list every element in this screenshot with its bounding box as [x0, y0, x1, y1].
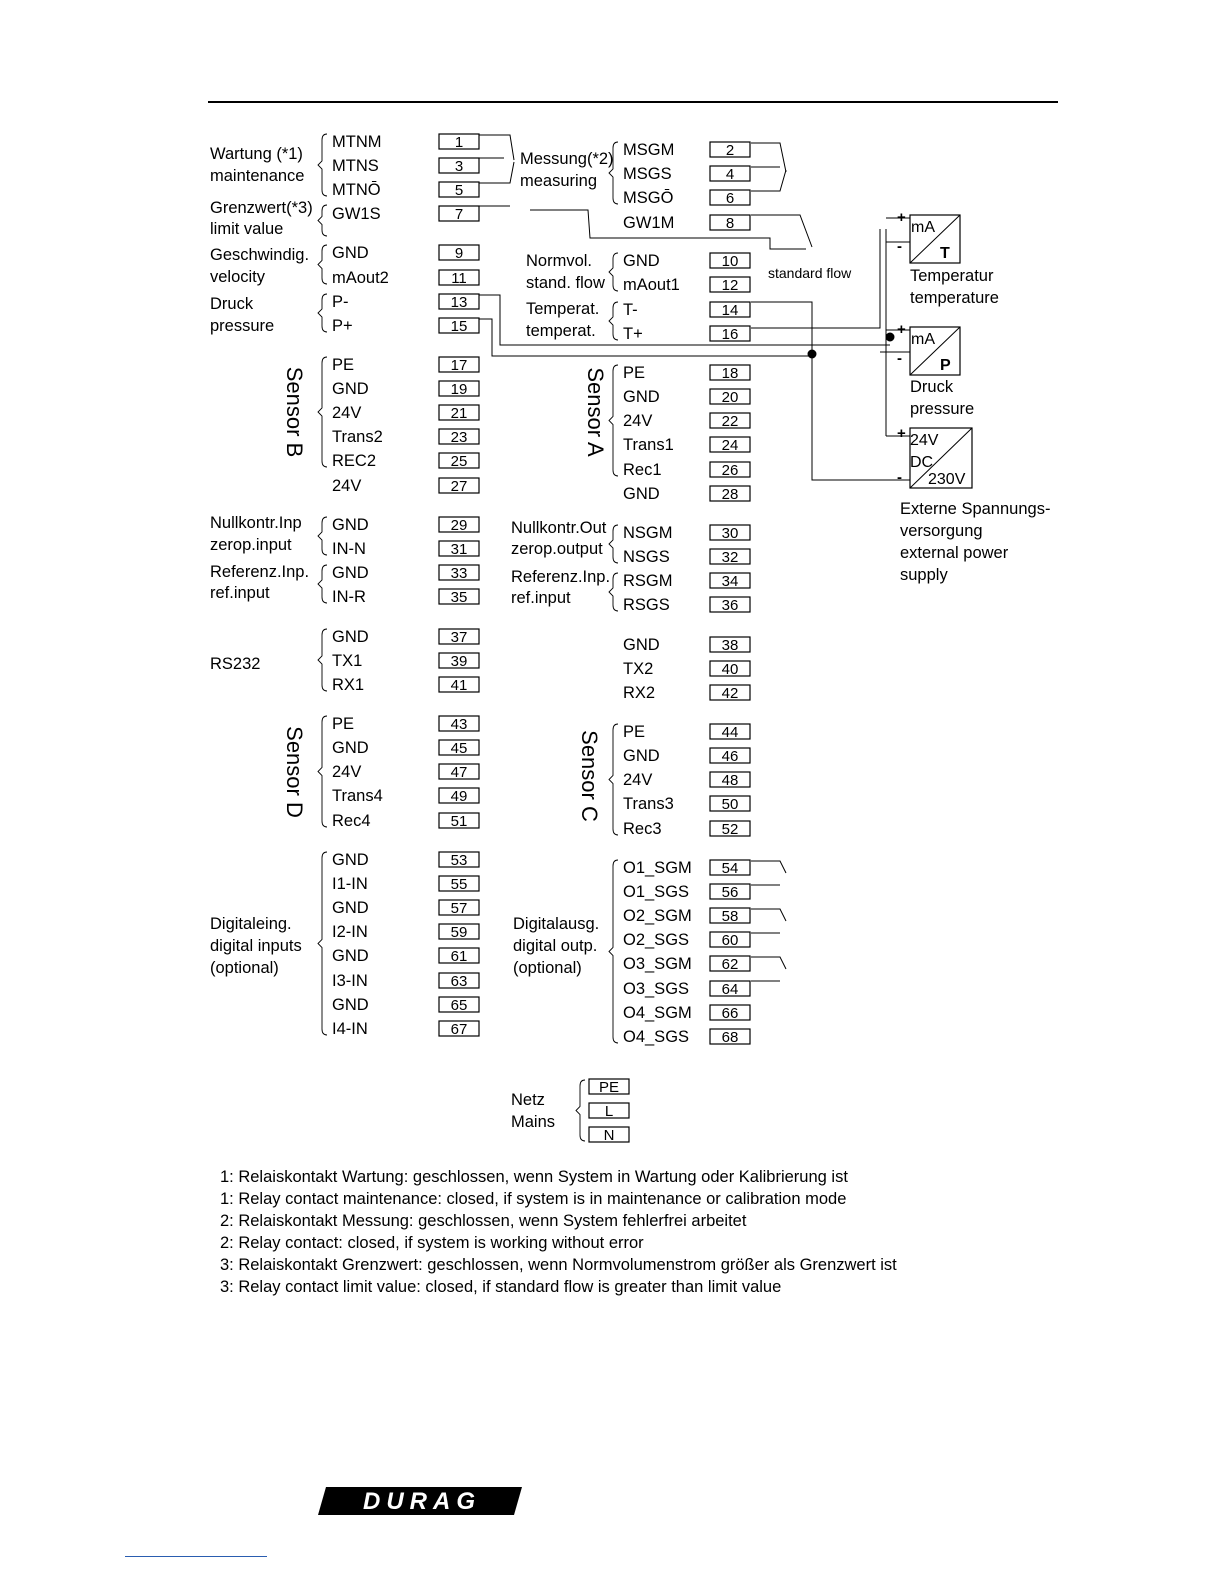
label-temperat-1: Temperat.	[526, 300, 600, 318]
footnote-3-en: 3: Relay contact limit value: closed, if standard flow is greater than limit value	[220, 1278, 782, 1296]
right-signal-60: O2_SGS	[623, 931, 690, 949]
right-terminal-num-60: 60	[721, 932, 739, 949]
left-signal-15: P+	[332, 317, 353, 335]
left-terminal-num-57: 57	[450, 900, 468, 917]
label-refinp-left-2: ref.input	[210, 584, 270, 602]
right-signal-48: 24V	[623, 771, 653, 789]
right-terminal-num-42: 42	[721, 685, 739, 702]
left-terminal-num-21: 21	[450, 405, 468, 422]
left-terminal-num-35: 35	[450, 589, 468, 606]
mains-terminal-L: L	[604, 1103, 614, 1120]
device-power-name-2: versorgung	[900, 522, 983, 540]
left-terminal-num-33: 33	[450, 565, 468, 582]
brace-wartung	[318, 134, 327, 196]
left-terminal-num-47: 47	[450, 764, 468, 781]
right-terminal-num-66: 66	[721, 1005, 739, 1022]
label-nullout-1: Nullkontr.Out	[511, 519, 607, 537]
brace-nullout	[609, 525, 618, 563]
brace-sensor-c	[609, 724, 618, 835]
power-in-2: DC	[910, 454, 934, 471]
junction-1	[808, 350, 816, 358]
right-terminal-num-30: 30	[721, 525, 739, 542]
left-terminal-num-17: 17	[450, 357, 468, 374]
label-temperat-2: temperat.	[526, 322, 596, 340]
left-terminal-num-7: 7	[454, 206, 464, 223]
label-refinp-right-1: Referenz.Inp.	[511, 568, 611, 586]
logo-text: DURAG	[363, 1488, 481, 1515]
left-signal-25: REC2	[332, 452, 377, 470]
right-signal-24: Trans1	[623, 436, 674, 454]
wire-8	[751, 215, 812, 247]
right-signal-56: O1_SGS	[623, 883, 690, 901]
right-signal-36: RSGS	[623, 596, 670, 614]
right-signal-52: Rec3	[623, 820, 662, 838]
right-signal-16: T+	[623, 325, 643, 343]
label-normvol-2: stand. flow	[526, 274, 605, 292]
right-signal-2: MSGM	[623, 141, 675, 159]
right-terminal-num-32: 32	[721, 549, 739, 566]
left-signal-57: GND	[332, 899, 369, 917]
left-terminal-num-23: 23	[450, 429, 468, 446]
label-sensor-a: Sensor A	[583, 367, 608, 457]
label-grenzwert-1: Grenzwert(*3)	[210, 199, 313, 217]
wire-relay-6	[751, 170, 786, 191]
left-signal-67: I4-IN	[332, 1020, 368, 1038]
label-druck-1: Druck	[210, 295, 254, 313]
left-signal-65: GND	[332, 996, 369, 1014]
left-signal-13: P-	[332, 293, 349, 311]
minus-sign-0: -	[897, 238, 902, 255]
left-signal-59: I2-IN	[332, 923, 368, 941]
left-signal-47: 24V	[332, 763, 362, 781]
right-signal-68: O4_SGS	[623, 1028, 690, 1046]
right-signal-26: Rec1	[623, 461, 662, 479]
left-signal-55: I1-IN	[332, 875, 368, 893]
footnote-1-de: 1: Relaiskontakt Wartung: geschlossen, wenn System in Wartung oder Kalibrierung ist	[220, 1168, 848, 1186]
device-power-name-4: supply	[900, 566, 948, 584]
left-terminal-num-9: 9	[454, 245, 464, 262]
label-digin-1: Digitaleing.	[210, 915, 292, 933]
left-terminal-num-59: 59	[450, 924, 468, 941]
label-wartung-1: Wartung (*1)	[210, 145, 303, 163]
label-standard-flow: standard flow	[768, 265, 852, 281]
plus-sign-1: +	[897, 321, 906, 338]
right-signal-14: T-	[623, 301, 638, 319]
right-terminal-num-18: 18	[721, 365, 739, 382]
left-signal-19: GND	[332, 380, 369, 398]
right-terminal-num-54: 54	[721, 860, 739, 877]
left-signal-63: I3-IN	[332, 972, 368, 990]
brace-grenzwert	[318, 205, 327, 236]
right-terminal-num-56: 56	[721, 884, 739, 901]
footnote-3-de: 3: Relaiskontakt Grenzwert: geschlossen, wenn Normvolumenstrom größer als Grenzwert ist	[220, 1256, 897, 1274]
right-signal-66: O4_SGM	[623, 1004, 692, 1022]
label-digout-1: Digitalausg.	[513, 915, 600, 933]
right-terminal-num-14: 14	[721, 302, 739, 319]
svg-text:mA: mA	[911, 331, 935, 348]
left-signal-43: PE	[332, 715, 355, 733]
right-signal-64: O3_SGS	[623, 980, 690, 998]
left-signal-21: 24V	[332, 404, 362, 422]
right-terminal-num-26: 26	[721, 462, 739, 479]
device-temp-name-1: Temperatur	[910, 267, 994, 285]
left-signal-35: IN-R	[332, 588, 366, 606]
right-signal-44: PE	[623, 723, 646, 741]
label-nullout-2: zerop.output	[511, 540, 603, 558]
power-in-1: 24V	[910, 432, 939, 449]
wire-relay-1	[479, 135, 514, 160]
left-terminal-num-67: 67	[450, 1021, 468, 1038]
left-signal-27: 24V	[332, 477, 362, 495]
right-terminal-num-64: 64	[721, 981, 739, 998]
left-terminal-num-45: 45	[450, 740, 468, 757]
left-signal-17: PE	[332, 356, 355, 374]
label-nullinp-2: zerop.input	[210, 536, 292, 554]
label-digout-2: digital outp.	[513, 937, 598, 955]
label-nullinp-1: Nullkontr.Inp	[210, 514, 302, 532]
brace-rs232	[318, 629, 327, 691]
right-terminal-num-68: 68	[721, 1029, 739, 1046]
right-terminal-num-4: 4	[725, 166, 735, 183]
left-signal-29: GND	[332, 516, 369, 534]
right-signal-22: 24V	[623, 412, 653, 430]
right-terminal-num-62: 62	[721, 956, 739, 973]
left-terminal-num-11: 11	[451, 270, 467, 287]
right-terminal-num-28: 28	[721, 486, 739, 503]
device-temperature	[910, 215, 960, 263]
wire-dout-a-2	[751, 957, 786, 969]
right-signal-10: GND	[623, 252, 660, 270]
left-signal-31: IN-N	[332, 540, 366, 558]
left-signal-1: MTNM	[332, 133, 382, 151]
device-power-name-3: external power	[900, 544, 1009, 562]
brace-geschw	[318, 245, 327, 284]
plus-sign-2: +	[897, 425, 906, 442]
left-terminal-num-65: 65	[450, 997, 468, 1014]
right-terminal-num-34: 34	[721, 573, 739, 590]
footnote-2-de: 2: Relaiskontakt Messung: geschlossen, wenn System fehlerfrei arbeitet	[220, 1212, 747, 1230]
brace-sensor-a	[609, 365, 618, 476]
right-signal-34: RSGM	[623, 572, 673, 590]
right-terminal-num-40: 40	[721, 661, 739, 678]
device-power-name-1: Externe Spannungs-	[900, 500, 1051, 518]
left-terminal-num-55: 55	[450, 876, 468, 893]
right-signal-6: MSGŌ	[623, 189, 674, 207]
brace-digout	[609, 860, 618, 1043]
device-pressure-name-2: pressure	[910, 400, 975, 418]
device-power-supply	[910, 428, 972, 488]
label-netz-1: Netz	[511, 1091, 545, 1109]
left-terminal-num-31: 31	[450, 541, 468, 558]
left-signal-61: GND	[332, 947, 369, 965]
left-terminal-num-19: 19	[450, 381, 468, 398]
right-signal-40: TX2	[623, 660, 654, 678]
right-signal-20: GND	[623, 388, 660, 406]
label-geschw-2: velocity	[210, 268, 266, 286]
left-signal-5: MTNŌ	[332, 181, 381, 199]
brace-temperat	[609, 302, 618, 340]
left-terminal-num-41: 41	[450, 677, 468, 694]
right-signal-54: O1_SGM	[623, 859, 692, 877]
left-terminal-num-63: 63	[450, 973, 468, 990]
left-terminal-num-51: 51	[450, 813, 468, 830]
left-signal-39: TX1	[332, 652, 363, 670]
left-terminal-num-5: 5	[454, 182, 464, 199]
mains-terminal-PE: PE	[598, 1079, 620, 1096]
right-signal-62: O3_SGM	[623, 955, 692, 973]
right-signal-8: GW1M	[623, 214, 675, 232]
label-druck-2: pressure	[210, 317, 275, 335]
right-signal-30: NSGM	[623, 524, 673, 542]
left-signal-49: Trans4	[332, 787, 383, 805]
svg-text:T: T	[940, 245, 950, 262]
left-terminal-num-3: 3	[454, 158, 464, 175]
left-terminal-num-15: 15	[450, 318, 468, 335]
plus-sign-0: +	[897, 209, 906, 226]
device-temp-name-2: temperature	[910, 289, 999, 307]
mains-terminal-N: N	[603, 1127, 615, 1144]
right-terminal-num-36: 36	[721, 597, 739, 614]
footnote-2-en: 2: Relay contact: closed, if system is working without error	[220, 1234, 644, 1252]
left-signal-41: RX1	[332, 676, 365, 694]
brace-netz	[576, 1080, 585, 1141]
device-pressure	[910, 327, 960, 375]
left-signal-9: GND	[332, 244, 369, 262]
footnote-1-en: 1: Relay contact maintenance: closed, if system is in maintenance or calibration mode	[220, 1190, 847, 1208]
brace-normvol	[609, 253, 618, 291]
label-digin-2: digital inputs	[210, 937, 302, 955]
left-terminal-num-25: 25	[450, 453, 468, 470]
label-netz-2: Mains	[511, 1113, 556, 1131]
right-signal-46: GND	[623, 747, 660, 765]
left-terminal-num-29: 29	[450, 517, 468, 534]
right-terminal-num-46: 46	[721, 748, 739, 765]
left-terminal-num-43: 43	[450, 716, 468, 733]
left-terminal-num-27: 27	[450, 478, 468, 495]
brace-sensor-d	[318, 716, 327, 827]
left-signal-51: Rec4	[332, 812, 371, 830]
left-signal-7: GW1S	[332, 205, 381, 223]
left-terminal-num-37: 37	[450, 629, 468, 646]
junction-2	[886, 333, 894, 341]
right-signal-32: NSGS	[623, 548, 670, 566]
footnotes	[220, 1166, 1120, 1298]
right-signal-50: Trans3	[623, 795, 674, 813]
svg-text:P: P	[940, 357, 951, 374]
left-terminal-num-13: 13	[450, 294, 468, 311]
right-signal-18: PE	[623, 364, 646, 382]
label-refinp-left-1: Referenz.Inp.	[210, 563, 310, 581]
wire-dout-a-0	[751, 861, 786, 873]
right-terminal-num-52: 52	[721, 821, 739, 838]
right-terminal-num-44: 44	[721, 724, 739, 741]
brace-digin	[318, 852, 327, 1035]
brace-refinp-r	[609, 573, 618, 611]
label-sensor-d: Sensor D	[282, 726, 307, 818]
right-terminal-num-24: 24	[721, 437, 739, 454]
left-signal-11: mAout2	[332, 269, 389, 287]
brace-refinp-l	[318, 565, 327, 603]
right-signal-38: GND	[623, 636, 660, 654]
brace-druck	[318, 294, 327, 332]
left-signal-3: MTNS	[332, 157, 379, 175]
right-terminal-num-38: 38	[721, 637, 739, 654]
left-terminal-num-1: 1	[454, 134, 464, 151]
left-signal-53: GND	[332, 851, 369, 869]
right-terminal-num-20: 20	[721, 389, 739, 406]
right-terminal-num-22: 22	[721, 413, 739, 430]
label-grenzwert-2: limit value	[210, 220, 284, 238]
left-terminal-num-53: 53	[450, 852, 468, 869]
left-terminal-num-49: 49	[450, 788, 468, 805]
right-terminal-num-10: 10	[721, 253, 739, 270]
power-out: 230V	[928, 471, 966, 488]
wire-14	[751, 302, 892, 480]
right-signal-28: GND	[623, 485, 660, 503]
svg-text:mA: mA	[911, 219, 935, 236]
minus-sign-1: -	[897, 350, 902, 367]
left-terminal-num-61: 61	[450, 948, 468, 965]
label-rs232-1: RS232	[210, 655, 261, 673]
right-terminal-num-48: 48	[721, 772, 739, 789]
wire-relay-5	[479, 162, 514, 183]
wire-dout-a-1	[751, 909, 786, 921]
right-terminal-num-6: 6	[725, 190, 735, 207]
minus-sign-2: -	[897, 469, 902, 486]
right-terminal-num-8: 8	[725, 215, 735, 232]
label-normvol-1: Normvol.	[526, 252, 593, 270]
wire-relay-2	[751, 143, 786, 172]
left-signal-37: GND	[332, 628, 369, 646]
right-signal-4: MSGS	[623, 165, 672, 183]
right-terminal-num-2: 2	[725, 142, 735, 159]
label-geschw-1: Geschwindig.	[210, 246, 310, 264]
label-messung-2: measuring	[520, 172, 598, 190]
label-refinp-right-2: ref.input	[511, 589, 571, 607]
label-wartung-2: maintenance	[210, 167, 305, 185]
right-signal-58: O2_SGM	[623, 907, 692, 925]
left-signal-33: GND	[332, 564, 369, 582]
right-signal-42: RX2	[623, 684, 656, 702]
right-terminal-num-58: 58	[721, 908, 739, 925]
label-digout-3: (optional)	[513, 959, 582, 977]
right-terminal-num-50: 50	[721, 796, 739, 813]
brace-nullinp	[318, 517, 327, 555]
left-signal-45: GND	[332, 739, 369, 757]
right-signal-12: mAout1	[623, 276, 680, 294]
label-messung-1: Messung(*2)	[520, 150, 614, 168]
footer-link-line	[125, 1556, 267, 1557]
label-digin-3: (optional)	[210, 959, 279, 977]
label-sensor-b: Sensor B	[282, 366, 307, 458]
right-terminal-num-16: 16	[721, 326, 739, 343]
durag-logo	[318, 1486, 522, 1516]
device-pressure-name-1: Druck	[910, 378, 954, 396]
left-terminal-num-39: 39	[450, 653, 468, 670]
left-signal-23: Trans2	[332, 428, 383, 446]
right-terminal-num-12: 12	[721, 277, 739, 294]
brace-sensor-b	[318, 357, 327, 467]
label-sensor-c: Sensor C	[577, 730, 602, 822]
